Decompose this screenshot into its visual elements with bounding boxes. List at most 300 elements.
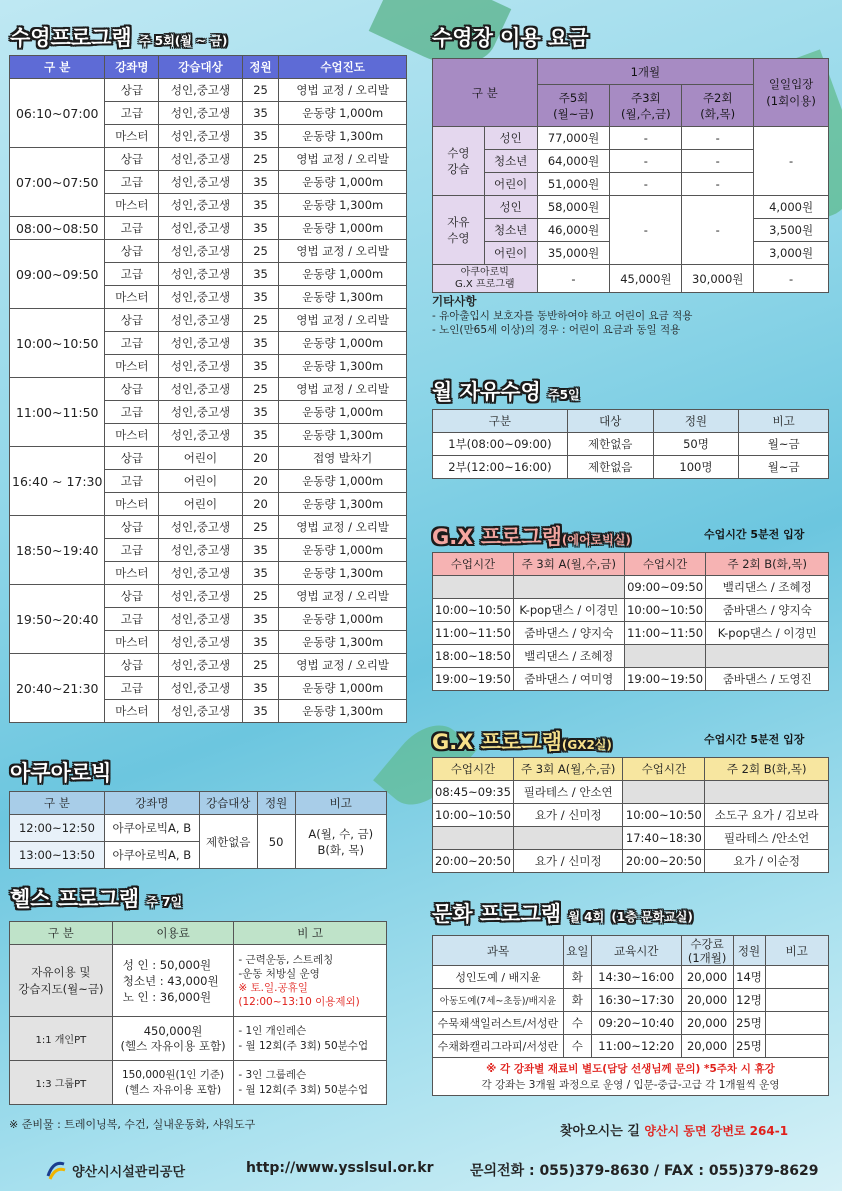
swim-cell: 고급 [105, 401, 159, 424]
table-row [10, 148, 407, 171]
swim-cell: 어린이 [159, 447, 242, 470]
swim-cell: 운동량 1,300m [279, 125, 407, 148]
swim-cell: 고급 [105, 217, 159, 240]
footer-contact: 문의전화 : 055)379-8630 / FAX : 055)379-8629 [470, 1163, 819, 1179]
swim-cell: 고급 [105, 608, 159, 631]
gx2-cell [705, 781, 829, 804]
swim-cell: 고급 [105, 263, 159, 286]
swim-cell: 35 [242, 700, 279, 723]
etc-notes [432, 294, 692, 337]
swim-cell: 성인,중고생 [159, 263, 242, 286]
table-row [433, 456, 829, 479]
aqua-header-cell: 구 분 [10, 792, 105, 815]
gx1-cell [624, 645, 706, 668]
gx2-cell: 요가 / 신미정 [513, 850, 623, 873]
swim-cell: 성인,중고생 [159, 240, 242, 263]
health-note: - 3인 그룹레슨 - 월 12회(주 3회) 50분수업 [234, 1061, 387, 1105]
table-row [433, 1012, 829, 1035]
health-prep-note: ※ 준비물 : 트레이닝복, 수건, 실내운동화, 샤워도구 [9, 1118, 256, 1131]
gx1-table [432, 552, 829, 691]
gx1-header-cell: 주 3회 A(월,수,금) [513, 553, 624, 576]
fee-value: 30,000원 [682, 265, 754, 293]
fee-header-5: 주5회 (월~금) [537, 85, 610, 127]
swim-table [9, 55, 407, 723]
swim-cell: 영법 교정 / 오리발 [279, 240, 407, 263]
culture-header-cell: 교육시간 [591, 936, 681, 966]
swim-cell: 고급 [105, 677, 159, 700]
swim-cell: 상급 [105, 79, 159, 102]
fee-label-adult: 성인 [484, 196, 537, 219]
freeswim-header-cell: 구분 [433, 410, 568, 433]
gx2-cell: 소도구 요가 / 김보라 [705, 804, 829, 827]
swim-cell: 25 [242, 654, 279, 677]
gx1-header-cell: 주 2회 B(화,목) [706, 553, 829, 576]
swim-cell: 성인,중고생 [159, 102, 242, 125]
aqua-time: 13:00~13:50 [10, 842, 105, 869]
swim-cell: 성인,중고생 [159, 654, 242, 677]
table-row [433, 645, 829, 668]
swim-cell: 상급 [105, 240, 159, 263]
culture-cell: 성인도예 / 배지윤 [433, 966, 564, 989]
swim-cell: 25 [242, 240, 279, 263]
gx2-cell: 요가 / 신미정 [513, 804, 623, 827]
swim-cell: 마스터 [105, 355, 159, 378]
culture-cell: 아동도예(7세~초등)/배지윤 [433, 989, 564, 1012]
aqua-time: 12:00~12:50 [10, 815, 105, 842]
swim-time-cell: 10:00~10:50 [10, 309, 105, 378]
swim-cell: 20 [242, 470, 279, 493]
swim-cell: 성인,중고생 [159, 539, 242, 562]
table-row [10, 217, 407, 240]
freeswim-cell: 1부(08:00~09:00) [433, 433, 568, 456]
fee-value: 3,500원 [754, 219, 829, 242]
swim-cell: 20 [242, 493, 279, 516]
fee-label-teen: 청소년 [484, 219, 537, 242]
swim-header-cell: 정원 [242, 56, 279, 79]
fee-label-child: 어린이 [484, 242, 537, 265]
fee-label-adult: 성인 [484, 127, 537, 150]
health-header-cell: 구 분 [10, 922, 113, 945]
gx2-cell: 20:00~20:50 [623, 850, 705, 873]
gx1-cell [706, 645, 829, 668]
gx1-cell: 10:00~10:50 [624, 599, 706, 622]
health-note: - 근력운동, 스트레칭 -운동 처방실 운영 ※ 토.일.공휴일 (12:00~13:10 이용제외) [234, 945, 387, 1017]
swim-cell: 마스터 [105, 562, 159, 585]
swim-header-cell: 구 분 [10, 56, 105, 79]
swim-cell: 35 [242, 217, 279, 240]
freeswim-header-cell: 대상 [567, 410, 653, 433]
swim-cell: 성인,중고생 [159, 217, 242, 240]
table-row [433, 433, 829, 456]
culture-cell: 12명 [733, 989, 765, 1012]
gx1-cell: 19:00~19:50 [624, 668, 706, 691]
fee-group-lesson: 수영 강습 [433, 127, 485, 196]
gx2-cell [623, 781, 705, 804]
gx1-cell: 10:00~10:50 [433, 599, 514, 622]
culture-title: 문화 프로그램 월 4회 (1층 문화교실) [432, 902, 693, 926]
culture-cell: 수채화캘리그라피/서성란 [433, 1035, 564, 1058]
swim-time-cell: 20:40~21:30 [10, 654, 105, 723]
table-row [433, 804, 829, 827]
gx2-cell [513, 827, 623, 850]
fee-value: 77,000원 [537, 127, 610, 150]
swim-cell: 성인,중고생 [159, 424, 242, 447]
table-row [433, 827, 829, 850]
culture-header-cell: 요일 [563, 936, 591, 966]
table-row [10, 447, 407, 470]
swim-cell: 성인,중고생 [159, 309, 242, 332]
gx2-header-cell: 주 2회 B(화,목) [705, 758, 829, 781]
swim-cell: 성인,중고생 [159, 585, 242, 608]
fee-value: 45,000원 [610, 265, 682, 293]
fee-label-aqua: 아쿠아로빅 G.X 프로그램 [433, 265, 538, 293]
swim-cell: 고급 [105, 470, 159, 493]
culture-cell: 수 [563, 1012, 591, 1035]
gx1-cell: 11:00~11:50 [433, 622, 514, 645]
fee-header-2: 주2회 (화,목) [682, 85, 754, 127]
gx2-cell [433, 827, 514, 850]
fee-group-free: 자유 수영 [433, 196, 485, 265]
gx2-cell: 10:00~10:50 [433, 804, 514, 827]
swim-cell: 상급 [105, 654, 159, 677]
swim-cell: 25 [242, 148, 279, 171]
swim-cell: 마스터 [105, 125, 159, 148]
fee-value: - [754, 265, 829, 293]
swim-cell: 운동량 1,000m [279, 608, 407, 631]
swim-cell: 성인,중고생 [159, 516, 242, 539]
health-row-label: 1:1 개인PT [10, 1017, 113, 1061]
swim-cell: 35 [242, 194, 279, 217]
freeswim-cell: 100명 [653, 456, 739, 479]
swim-cell: 상급 [105, 309, 159, 332]
swim-cell: 성인,중고생 [159, 631, 242, 654]
gx2-header-cell: 주 3회 A(월,수,금) [513, 758, 623, 781]
swim-cell: 35 [242, 424, 279, 447]
swim-cell: 영법 교정 / 오리발 [279, 585, 407, 608]
gx1-cell: 밸리댄스 / 조혜정 [513, 645, 624, 668]
gx2-cell: 08:45~09:35 [433, 781, 514, 804]
gx1-cell: K-pop댄스 / 이경민 [706, 622, 829, 645]
swim-cell: 마스터 [105, 424, 159, 447]
health-header-cell: 비 고 [234, 922, 387, 945]
gx2-entry-note: 수업시간 5분전 입장 [704, 733, 805, 746]
swim-cell: 영법 교정 / 오리발 [279, 79, 407, 102]
swim-cell: 운동량 1,300m [279, 194, 407, 217]
etc-title: 기타사항 [432, 294, 477, 308]
culture-cell: 화 [563, 966, 591, 989]
gx2-cell: 필라테스 / 안소연 [513, 781, 623, 804]
table-row [10, 516, 407, 539]
culture-cell: 25명 [733, 1035, 765, 1058]
fee-value: - [610, 196, 682, 265]
aqua-header-cell: 비고 [295, 792, 387, 815]
swim-cell: 운동량 1,300m [279, 424, 407, 447]
table-row [433, 781, 829, 804]
gx2-cell: 20:00~20:50 [433, 850, 514, 873]
swim-cell: 35 [242, 401, 279, 424]
swim-cell: 마스터 [105, 286, 159, 309]
fee-label-child: 어린이 [484, 173, 537, 196]
swim-time-cell: 11:00~11:50 [10, 378, 105, 447]
gx1-cell: 19:00~19:50 [433, 668, 514, 691]
gx1-cell: 09:00~09:50 [624, 576, 706, 599]
swim-cell: 운동량 1,300m [279, 700, 407, 723]
swim-cell: 35 [242, 562, 279, 585]
swim-cell: 고급 [105, 171, 159, 194]
table-row [433, 850, 829, 873]
fee-value: - [682, 196, 754, 265]
gx1-title: G.X 프로그램(에어로빅실) [432, 525, 631, 549]
swim-time-cell: 18:50~19:40 [10, 516, 105, 585]
culture-header-cell: 정원 [733, 936, 765, 966]
swim-time-cell: 16:40 ~ 17:30 [10, 447, 105, 516]
culture-cell [765, 989, 828, 1012]
swim-cell: 성인,중고생 [159, 148, 242, 171]
swim-cell: 35 [242, 608, 279, 631]
org-logo-icon [44, 1158, 68, 1182]
swim-cell: 25 [242, 585, 279, 608]
swim-time-cell: 19:50~20:40 [10, 585, 105, 654]
swim-cell: 35 [242, 286, 279, 309]
fee-value: 3,000원 [754, 242, 829, 265]
table-row [10, 585, 407, 608]
culture-cell: 16:30~17:30 [591, 989, 681, 1012]
swim-cell: 마스터 [105, 493, 159, 516]
gx1-cell: 18:00~18:50 [433, 645, 514, 668]
fee-value: 51,000원 [537, 173, 610, 196]
fee-header-day: 일일입장 (1회이용) [754, 59, 829, 127]
swim-cell: 마스터 [105, 194, 159, 217]
gx2-header-cell: 수업시간 [433, 758, 514, 781]
culture-notes: ※ 각 강좌별 재료비 별도(담당 선생님께 문의) *5주차 시 휴강 각 강좌는 3개월 과정으로 운영 / 입문-중급-고급 각 1개월씩 운영 [433, 1058, 829, 1096]
fee-value: - [537, 265, 610, 293]
fee-value: - [610, 127, 682, 150]
culture-cell: 화 [563, 989, 591, 1012]
swim-cell: 운동량 1,000m [279, 539, 407, 562]
fee-value: - [754, 127, 829, 196]
table-row [433, 1035, 829, 1058]
culture-header-cell: 수강료 (1개월) [681, 936, 733, 966]
swim-cell: 영법 교정 / 오리발 [279, 654, 407, 677]
table-row [10, 654, 407, 677]
swim-cell: 성인,중고생 [159, 171, 242, 194]
gx2-cell: 필라테스 /안소언 [705, 827, 829, 850]
gx1-cell: K-pop댄스 / 이경민 [513, 599, 624, 622]
swim-cell: 운동량 1,000m [279, 217, 407, 240]
culture-cell: 20,000 [681, 966, 733, 989]
swim-cell: 운동량 1,000m [279, 470, 407, 493]
swim-cell: 상급 [105, 516, 159, 539]
swim-time-cell: 06:10~07:00 [10, 79, 105, 148]
health-table [9, 921, 387, 1105]
culture-cell [765, 966, 828, 989]
culture-cell: 수 [563, 1035, 591, 1058]
footer-org: 양산시시설관리공단 [44, 1158, 185, 1182]
swim-header-cell: 수업진도 [279, 56, 407, 79]
swim-cell: 상급 [105, 585, 159, 608]
swim-cell: 성인,중고생 [159, 286, 242, 309]
gx2-table [432, 757, 829, 873]
gx1-cell [433, 576, 514, 599]
swim-cell: 25 [242, 79, 279, 102]
culture-cell: 14:30~16:00 [591, 966, 681, 989]
swim-cell: 상급 [105, 148, 159, 171]
gx1-cell [513, 576, 624, 599]
swim-time-cell: 09:00~09:50 [10, 240, 105, 309]
swim-cell: 어린이 [159, 470, 242, 493]
gx1-header-cell: 수업시간 [433, 553, 514, 576]
swim-cell: 접영 발차기 [279, 447, 407, 470]
health-fee: 150,000원(1인 기준) (헬스 자유이용 포함) [112, 1061, 234, 1105]
health-row-label: 1:3 그룹PT [10, 1061, 113, 1105]
swim-cell: 성인,중고생 [159, 332, 242, 355]
swim-cell: 상급 [105, 378, 159, 401]
swim-cell: 35 [242, 355, 279, 378]
swim-cell: 성인,중고생 [159, 125, 242, 148]
gx1-entry-note: 수업시간 5분전 입장 [704, 528, 805, 541]
fee-value: 58,000원 [537, 196, 610, 219]
health-header-cell: 이용료 [112, 922, 234, 945]
culture-header-cell: 비고 [765, 936, 828, 966]
swim-cell: 35 [242, 677, 279, 700]
swim-cell: 상급 [105, 447, 159, 470]
swim-cell: 25 [242, 309, 279, 332]
aqua-header-cell: 강습대상 [199, 792, 257, 815]
fee-table [432, 58, 829, 293]
swim-cell: 20 [242, 447, 279, 470]
culture-header-cell: 과목 [433, 936, 564, 966]
culture-cell: 20,000 [681, 1035, 733, 1058]
swim-cell: 마스터 [105, 631, 159, 654]
swim-cell: 운동량 1,000m [279, 401, 407, 424]
gx1-cell: 줌바댄스 / 여미영 [513, 668, 624, 691]
fee-header-month: 1개월 [537, 59, 754, 85]
culture-cell: 14명 [733, 966, 765, 989]
gx2-cell: 17:40~18:30 [623, 827, 705, 850]
table-row [10, 79, 407, 102]
swim-cell: 영법 교정 / 오리발 [279, 148, 407, 171]
swim-cell: 운동량 1,000m [279, 102, 407, 125]
directions: 찾아오시는 길 양산시 동면 강변로 264-1 [560, 1124, 789, 1139]
swim-cell: 영법 교정 / 오리발 [279, 516, 407, 539]
swim-cell: 운동량 1,000m [279, 332, 407, 355]
fee-value: - [682, 173, 754, 196]
health-row-label: 자유이용 및 강습지도(월~금) [10, 945, 113, 1017]
freeswim-cell: 월~금 [739, 433, 829, 456]
swim-title: 수영프로그램 주 5회(월 ~ 금) [10, 26, 228, 50]
aqua-capacity: 50 [257, 815, 295, 869]
freeswim-cell: 제한없음 [567, 433, 653, 456]
freeswim-cell: 2부(12:00~16:00) [433, 456, 568, 479]
gx1-cell: 줌바댄스 / 양지숙 [706, 599, 829, 622]
swim-cell: 어린이 [159, 493, 242, 516]
swim-cell: 성인,중고생 [159, 401, 242, 424]
freeswim-cell: 50명 [653, 433, 739, 456]
aqua-target: 제한없음 [199, 815, 257, 869]
gx1-cell: 밸리댄스 / 조혜정 [706, 576, 829, 599]
fee-value: 46,000원 [537, 219, 610, 242]
swim-cell: 35 [242, 332, 279, 355]
fee-value: 64,000원 [537, 150, 610, 173]
table-row [10, 309, 407, 332]
etc-line: - 유아출입시 보호자를 동반하여야 하고 어린이 요금 적용 [432, 310, 693, 322]
gx1-cell: 줌바댄스 / 도영진 [706, 668, 829, 691]
table-row [433, 576, 829, 599]
footer-url[interactable]: http://www.ysslsul.or.kr [246, 1160, 434, 1176]
swim-cell: 35 [242, 631, 279, 654]
swim-cell: 성인,중고생 [159, 677, 242, 700]
swim-header-cell: 강좌명 [105, 56, 159, 79]
aqua-table [9, 791, 387, 869]
aqua-note: A(월, 수, 금) B(화, 목) [295, 815, 387, 869]
table-row [433, 599, 829, 622]
fee-header-gubun: 구 분 [433, 59, 538, 127]
culture-cell: 25명 [733, 1012, 765, 1035]
freeswim-header-cell: 정원 [653, 410, 739, 433]
swim-cell: 25 [242, 378, 279, 401]
freeswim-cell: 월~금 [739, 456, 829, 479]
fee-value: 35,000원 [537, 242, 610, 265]
swim-cell: 35 [242, 125, 279, 148]
culture-cell: 20,000 [681, 989, 733, 1012]
fee-value: - [682, 150, 754, 173]
health-fee: 성 인 : 50,000원 청소년 : 43,000원 노 인 : 36,000원 [112, 945, 234, 1017]
swim-cell: 운동량 1,000m [279, 677, 407, 700]
swim-cell: 운동량 1,300m [279, 562, 407, 585]
swim-cell: 운동량 1,300m [279, 493, 407, 516]
culture-cell: 20,000 [681, 1012, 733, 1035]
gx1-cell: 11:00~11:50 [624, 622, 706, 645]
etc-line: - 노인(만65세 이상)의 경우 : 어린이 요금과 동일 적용 [432, 324, 681, 336]
aqua-header-cell: 강좌명 [104, 792, 199, 815]
fee-title: 수영장 이용 요금 [432, 26, 589, 50]
swim-cell: 성인,중고생 [159, 194, 242, 217]
swim-cell: 운동량 1,300m [279, 631, 407, 654]
culture-cell [765, 1012, 828, 1035]
table-row [433, 966, 829, 989]
table-row [433, 668, 829, 691]
fee-value: - [610, 173, 682, 196]
fee-value: 4,000원 [754, 196, 829, 219]
swim-cell: 고급 [105, 539, 159, 562]
swim-cell: 35 [242, 539, 279, 562]
swim-cell: 35 [242, 171, 279, 194]
swim-cell: 성인,중고생 [159, 562, 242, 585]
culture-cell: 수묵채색일러스트/서성란 [433, 1012, 564, 1035]
swim-time-cell: 08:00~08:50 [10, 217, 105, 240]
swim-cell: 운동량 1,000m [279, 263, 407, 286]
culture-cell [765, 1035, 828, 1058]
gx2-cell: 요가 / 이순정 [705, 850, 829, 873]
table-row [10, 378, 407, 401]
freeswim-table [432, 409, 829, 479]
swim-cell: 성인,중고생 [159, 608, 242, 631]
fee-value: - [682, 127, 754, 150]
swim-cell: 성인,중고생 [159, 355, 242, 378]
gx2-cell: 10:00~10:50 [623, 804, 705, 827]
health-title: 헬스 프로그램 주 7일 [10, 887, 183, 911]
aqua-title: 아쿠아로빅 [10, 761, 112, 785]
culture-cell: 09:20~10:40 [591, 1012, 681, 1035]
swim-cell: 성인,중고생 [159, 700, 242, 723]
swim-header-cell: 강습대상 [159, 56, 242, 79]
freeswim-header-cell: 비고 [739, 410, 829, 433]
health-note: - 1인 개인레슨 - 월 12회(주 3회) 50분수업 [234, 1017, 387, 1061]
freeswim-cell: 제한없음 [567, 456, 653, 479]
fee-header-3: 주3회 (월,수,금) [610, 85, 682, 127]
fee-label-teen: 청소년 [484, 150, 537, 173]
table-row [433, 622, 829, 645]
